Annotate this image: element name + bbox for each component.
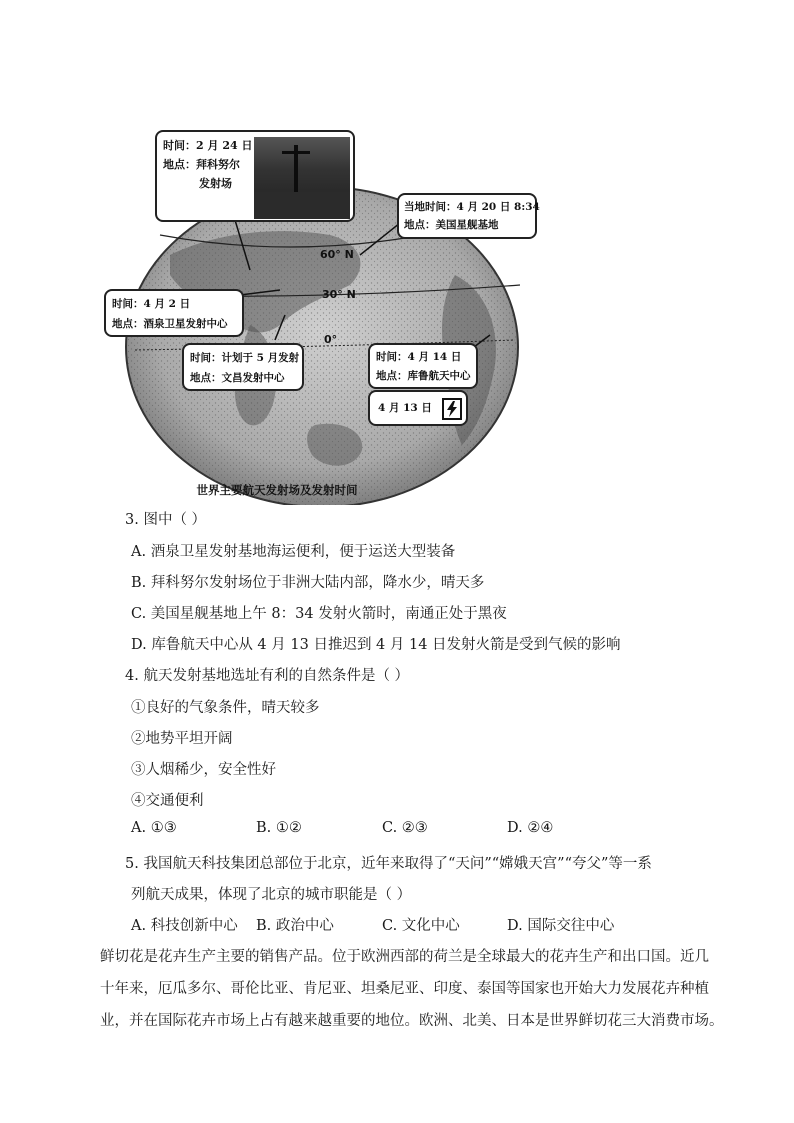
callout-kourou: [368, 343, 478, 389]
lightning-icon: [442, 398, 462, 420]
q3-option-b: B. 拜科努尔发射场位于非洲大陆内部，降水少，晴天多: [131, 575, 485, 591]
figure-caption: 世界主要航天发射场及发射时间: [196, 483, 358, 497]
latitude-label-60n: 60° N: [320, 248, 354, 261]
callout-kourou-delay-date: 4 月 13 日: [378, 402, 432, 414]
q4-stem: 4. 航天发射基地选址有利的自然条件是（ ）: [125, 668, 410, 684]
callout-wenchang-time: 时间：计划于 5 月发射: [190, 352, 300, 364]
callout-baikonur-place2: 发射场: [199, 177, 232, 190]
q5-option-b: B. 政治中心: [256, 918, 334, 934]
q4-option-d: D. ②④: [507, 820, 554, 836]
q4-item-3: ③人烟稀少，安全性好: [131, 762, 276, 778]
passage-line-2: 十年来，厄瓜多尔、哥伦比亚、肯尼亚、坦桑尼亚、印度、泰国等国家也开始大力发展花卉种植: [100, 981, 709, 997]
passage-line-1: 鲜切花是花卉生产主要的销售产品。位于欧洲西部的荷兰是全球最大的花卉生产和出口国。近几: [100, 949, 709, 965]
q3-stem: 3. 图中（ ）: [125, 512, 207, 528]
q5-option-c: C. 文化中心: [382, 918, 460, 934]
callout-wenchang-place: 地点：文昌发射中心: [190, 372, 285, 384]
q3-option-a: A. 酒泉卫星发射基地海运便利，便于运送大型装备: [131, 544, 456, 560]
callout-kourou-time: 时间：4 月 14 日: [376, 351, 462, 363]
callout-kourou-place: 地点：库鲁航天中心: [376, 370, 471, 382]
latitude-label-30n: 30° N: [322, 288, 356, 301]
launch-site-map-figure: [100, 125, 545, 505]
q4-option-b: B. ①②: [256, 820, 302, 836]
callout-baikonur-place: 地点：拜科努尔: [163, 158, 240, 171]
launch-photo: [254, 137, 350, 219]
q4-item-4: ④交通便利: [131, 793, 204, 809]
callout-jiuquan-time: 时间：4 月 2 日: [112, 298, 191, 310]
callout-kourou-delay: [368, 390, 468, 426]
callout-starbase: [397, 193, 540, 239]
q4-item-1: ①良好的气象条件，晴天较多: [131, 700, 320, 716]
callout-jiuquan-place: 地点：酒泉卫星发射中心: [112, 318, 228, 330]
callout-wenchang: [182, 343, 304, 391]
q4-option-a: A. ①③: [131, 820, 177, 836]
q3-option-d: D. 库鲁航天中心从 4 月 13 日推迟到 4 月 14 日发射火箭是受到气候的影响: [131, 637, 621, 653]
q5-option-a: A. 科技创新中心: [131, 918, 238, 934]
q4-option-c: C. ②③: [382, 820, 428, 836]
callout-starbase-time: 当地时间：4 月 20 日 8:34: [404, 201, 540, 213]
q5-option-d: D. 国际交往中心: [507, 918, 615, 934]
passage-line-3: 业，并在国际花卉市场上占有越来越重要的地位。欧洲、北美、日本是世界鲜切花三大消费市场。: [100, 1013, 724, 1029]
latitude-label-equator: 0°: [324, 333, 338, 346]
callout-baikonur-time: 时间：2 月 24 日: [163, 139, 253, 152]
q5-stem-line2: 列航天成果，体现了北京的城市职能是（ ）: [131, 887, 412, 903]
q4-item-2: ②地势平坦开阔: [131, 731, 233, 747]
callout-baikonur: [155, 130, 355, 222]
q3-option-c: C. 美国星舰基地上午 8：34 发射火箭时，南通正处于黑夜: [131, 606, 507, 622]
q5-stem-line1: 5. 我国航天科技集团总部位于北京，近年来取得了“天问”“嫦娥天宫”“夸父”等一系: [125, 856, 652, 872]
callout-starbase-place: 地点：美国星舰基地: [404, 219, 499, 231]
callout-jiuquan: [104, 289, 244, 337]
